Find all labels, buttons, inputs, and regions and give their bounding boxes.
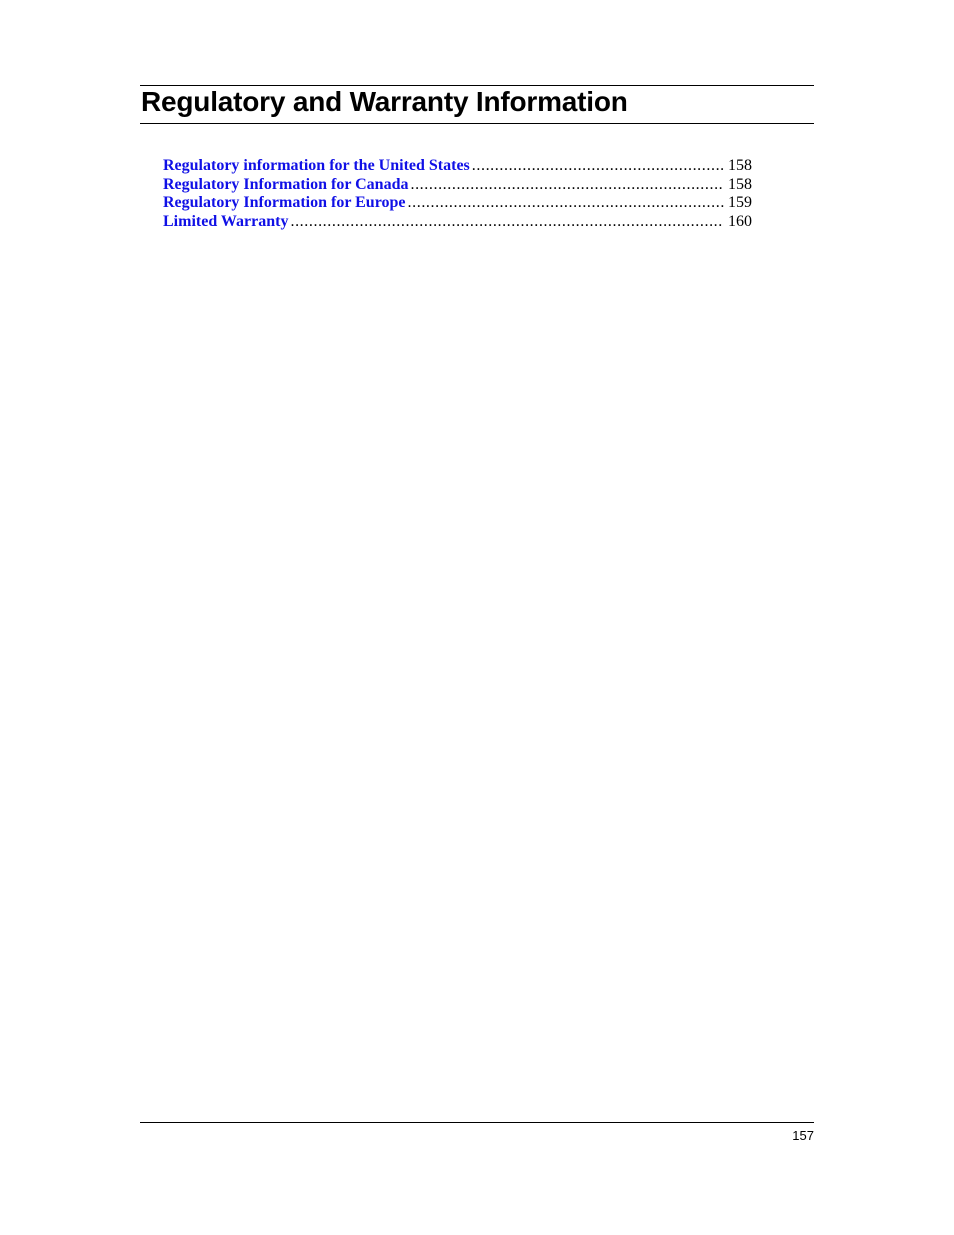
table-of-contents — [163, 157, 752, 232]
toc-page-number: 158 — [728, 175, 752, 193]
toc-dot-leader — [408, 194, 724, 213]
toc-link-limited-warranty[interactable]: Limited Warranty — [163, 213, 289, 231]
toc-dot-leader — [410, 176, 724, 195]
title-bottom-rule — [140, 123, 814, 124]
toc-dot-leader — [472, 157, 724, 176]
toc-page-number: 160 — [728, 213, 752, 231]
page-number: 157 — [792, 1128, 814, 1143]
toc-entry — [163, 176, 752, 195]
toc-page-number: 158 — [728, 157, 752, 174]
toc-link-canada[interactable]: Regulatory Information for Canada — [163, 175, 409, 193]
footer-rule — [140, 1122, 814, 1123]
toc-entry — [163, 194, 752, 213]
chapter-title: Regulatory and Warranty Information — [141, 86, 628, 117]
toc-link-united-states[interactable]: Regulatory information for the United States — [163, 157, 470, 174]
toc-link-europe[interactable]: Regulatory Information for Europe — [163, 194, 406, 212]
toc-entry — [163, 213, 752, 232]
toc-dot-leader — [290, 213, 724, 232]
toc-entry — [163, 157, 752, 176]
toc-page-number: 159 — [728, 194, 752, 212]
